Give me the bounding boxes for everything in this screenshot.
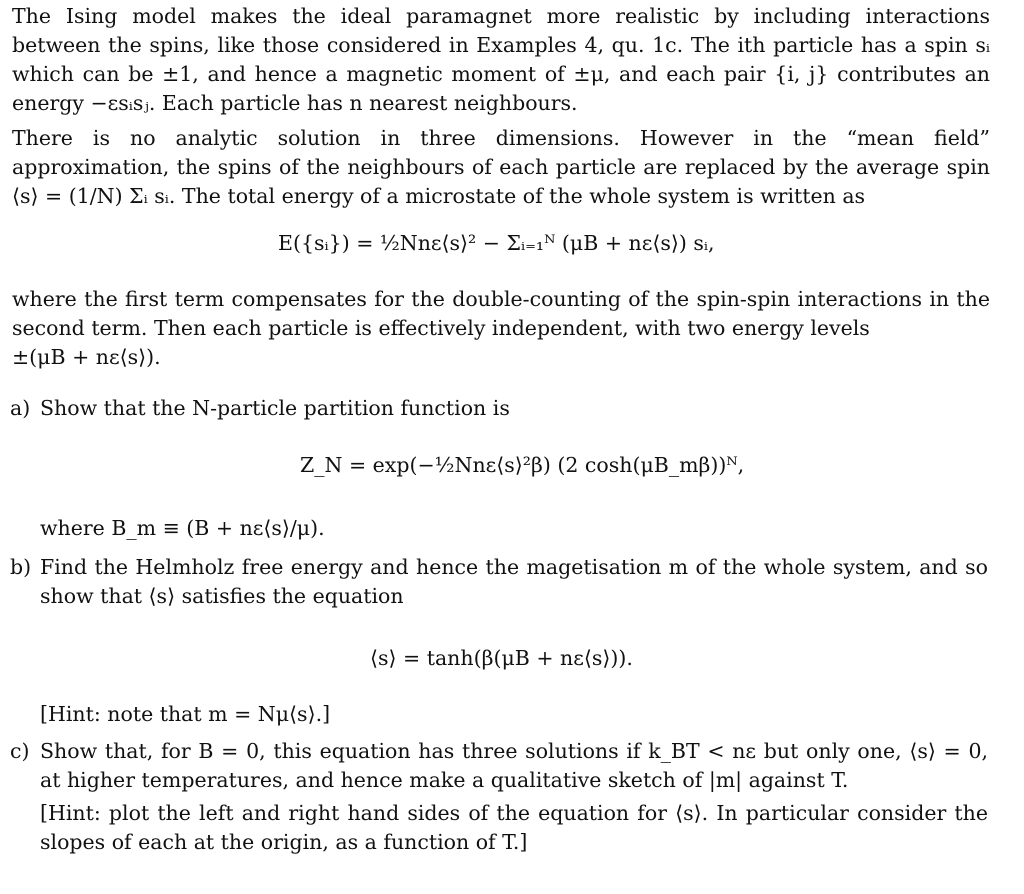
part-b-hint: [Hint: note that m = Nμ⟨s⟩.] (40, 702, 331, 726)
intro-paragraph-3: where the first term compensates for the double-counting of the spin-spin interactions in the second term. Then each particle is effectively independent, with two energy levels (12, 287, 990, 340)
part-a-text: Show that the N-particle partition function is (40, 396, 510, 420)
energy-levels-line: ±(μB + nε⟨s⟩). (12, 345, 161, 369)
part-b-text: Find the Helmholz free energy and hence the magetisation m of the whole system, and so show that ⟨s⟩ satisfies the equation (40, 555, 988, 608)
intro-paragraph-2: There is no analytic solution in three dimensions. However in the “mean field” approximation, the spins of the neighbours of each particle are replaced by the average spin ⟨s⟩ = (1/N) Σᵢ sᵢ. The total energy of a microstate of the whole system is written as (12, 126, 990, 208)
intro-paragraph-1: The Ising model makes the ideal paramagnet more realistic by including interactions between the spins, like those considered in Examples 4, qu. 1c. The ith particle has a spin sᵢ which can be ±1, and hence a magnetic moment of ±μ, and each pair {i, j} contributes an energy −εsᵢsⱼ. Each particle has n nearest neighbours. (12, 4, 990, 115)
part-a-where: where B_m ≡ (B + nε⟨s⟩/μ). (40, 516, 325, 540)
part-c-text: Show that, for B = 0, this equation has three solutions if k_BT < nε but only one, ⟨s⟩ = 0, at higher temperatures, and hence make a qualitative sketch of |m| against T. (40, 739, 988, 792)
energy-equation: E({sᵢ}) = ½Nnε⟨s⟩² − Σᵢ₌₁ᴺ (μB + nε⟨s⟩) sᵢ, (278, 231, 715, 255)
part-c-hint: [Hint: plot the left and right hand sides of the equation for ⟨s⟩. In particular consider the slopes of each at the origin, as a function of T.] (40, 801, 988, 854)
partition-function-equation: Z_N = exp(−½Nnε⟨s⟩²β) (2 cosh(μB_mβ))ᴺ, (300, 453, 745, 477)
part-b-label: b) (10, 555, 32, 579)
part-c-label: c) (10, 739, 30, 763)
part-a-label: a) (10, 396, 31, 420)
self-consistency-equation: ⟨s⟩ = tanh(β(μB + nε⟨s⟩)). (370, 646, 633, 670)
